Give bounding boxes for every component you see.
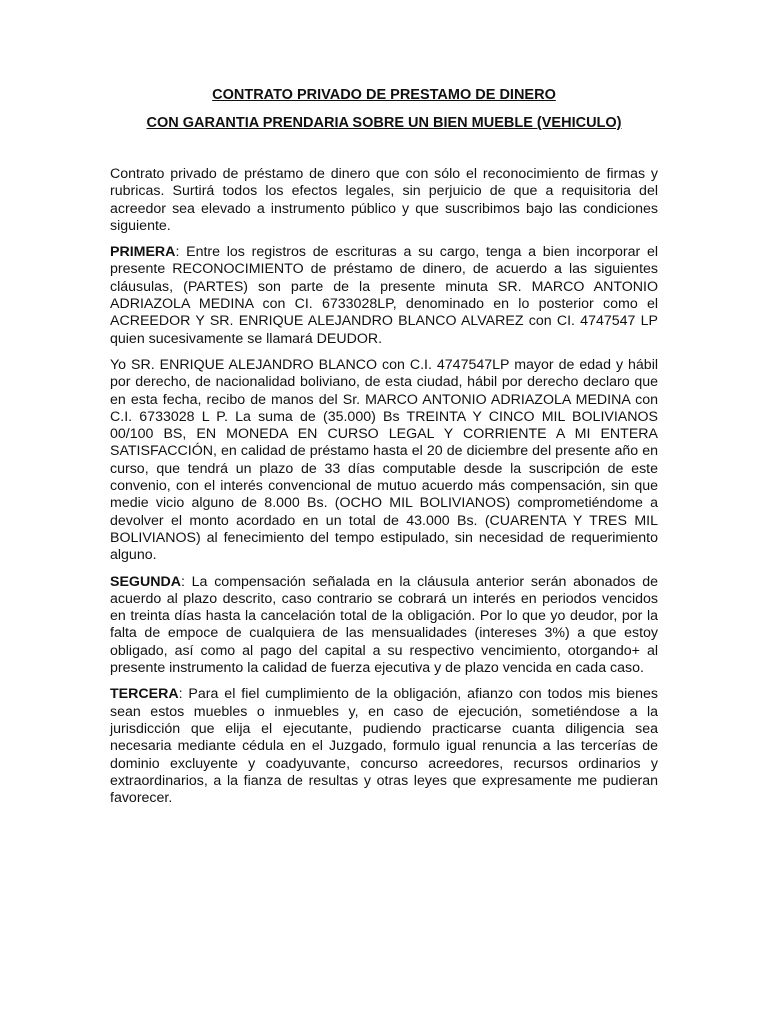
document-subtitle: CON GARANTIA PRENDARIA SOBRE UN BIEN MUEBLE (VEHICULO) xyxy=(146,115,622,131)
clause-segunda-label: SEGUNDA xyxy=(110,573,181,590)
clause-primera-label: PRIMERA xyxy=(110,244,176,261)
declaration-paragraph: Yo SR. ENRIQUE ALEJANDRO BLANCO con C.I. 4747547LP mayor de edad y hábil por derecho, de nacionalidad boliviano, de esta ciudad, hábil por derecho declaro que en esta fecha, recibo de manos del Sr. MARCO ANTONIO ADRIAZOLA MEDINA con C.I. 6733028 L P. La suma de (35.000) Bs TREINTA Y CINCO MIL BOLIVIANOS 00/100 BS, EN MONEDA EN CURSO LEGAL Y CORRIENTE A MI ENTERA SATISFACCIÓN, en calidad de préstamo hasta el 20 de diciembre del presente año en curso, que tendrá un plazo de 33 días computable desde la suscripción de este convenio, con el interés convencional de mutuo acuerdo más compensación, sin que medie vicio alguno de 8.000 Bs. (OCHO MIL BOLIVIANOS) comprometiéndome a devolver el monto acordado en un total de 43.000 Bs. (CUARENTA Y TRES MIL BOLIVIANOS) al fenecimiento del tempo estipulado, sin necesidad de requerimiento alguno. xyxy=(110,356,658,564)
document-page xyxy=(110,86,658,807)
clause-tercera-label: TERCERA xyxy=(110,686,179,703)
clause-segunda-text: : La compensación señalada en la cláusula anterior serán abonados de acuerdo al plazo descrito, caso contrario se cobrará un interés en periodos vencidos en treinta días hasta la cancelación total de la obligación. Por lo que yo deudor, por la falta de empoce de cualquiera de las mensualidades (intereses 3%) a que estoy obligado, así como al pago del capital a su respectivo vencimiento, otorgando+ al presente instrumento la calidad de fuerza ejecutiva y de plazo vencida en cada caso. xyxy=(110,573,658,677)
clause-primera xyxy=(110,244,658,348)
clause-tercera xyxy=(110,686,658,807)
clause-primera-text: : Entre los registros de escrituras a su cargo, tenga a bien incorporar el presente RECONOCIMIENTO de préstamo de dinero, de acuerdo a las siguientes cláusulas, (PARTES) son parte de la presente minuta SR. MARCO ANTONIO ADRIAZOLA MEDINA con CI. 6733028LP, denominado en lo posterior como el ACREEDOR Y SR. ENRIQUE ALEJANDRO BLANCO ALVAREZ con CI. 4747547 LP quien sucesivamente se llamará DEUDOR. xyxy=(110,244,658,347)
intro-paragraph: Contrato privado de préstamo de dinero que con sólo el reconocimiento de firmas y rubricas. Surtirá todos los efectos legales, sin perjuicio de que a requisitoria del acreedor sea elevado a instrumento público y que suscribimos bajo las condiciones siguiente. xyxy=(110,166,658,234)
clause-segunda xyxy=(110,574,658,678)
document-title: CONTRATO PRIVADO DE PRESTAMO DE DINERO xyxy=(212,87,556,103)
clause-tercera-text: : Para el fiel cumplimiento de la obligación, afianzo con todos mis bienes sean estos muebles o inmuebles y, en caso de ejecución, sometiéndose a la jurisdicción que elija el ejecutante, pudiendo practicarse cuanta diligencia sea necesaria mediante cédula en el Juzgado, formulo igual renuncia a las tercerías de dominio excluyente y coadyuvante, concurso acreedores, recursos ordinarios y extraordinarios, a la fianza de resultas y otras leyes que expresamente me pudieran favorecer. xyxy=(110,686,658,807)
